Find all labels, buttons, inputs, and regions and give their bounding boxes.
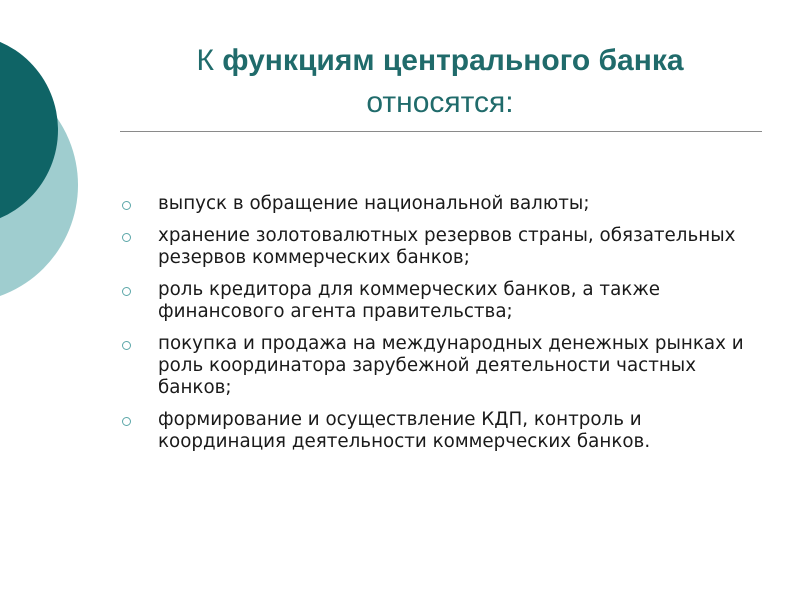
- list-item: [122, 279, 762, 323]
- slide-title-line2: относятся:: [366, 86, 514, 119]
- slide-title-bold: функциям центрального банка: [222, 44, 684, 77]
- list-item: [122, 193, 762, 215]
- bullet-icon: [122, 233, 131, 242]
- list-item-text: роль кредитора для коммерческих банков, а также финансового агента правительства;: [158, 279, 661, 322]
- list-item-text: покупка и продажа на международных денежных рынках и роль координатора зарубежной деятельности частных банков;: [158, 333, 744, 398]
- slide-title: [115, 40, 765, 124]
- list-item: [122, 409, 762, 453]
- bullet-icon: [122, 201, 131, 210]
- bullet-icon: [122, 341, 131, 350]
- list-item-text: хранение золотовалютных резервов страны, обязательных резервов коммерческих банков;: [158, 225, 736, 268]
- title-divider: [120, 131, 762, 132]
- list-item-text: выпуск в обращение национальной валюты;: [158, 193, 590, 214]
- list-item: [122, 333, 762, 399]
- bullet-icon: [122, 287, 131, 296]
- list-item-text: формирование и осуществление КДП, контроль и координация деятельности коммерческих банков.: [158, 409, 651, 452]
- bullet-icon: [122, 417, 131, 426]
- slide-title-prefix: К: [196, 44, 214, 77]
- list-item: [122, 225, 762, 269]
- bullet-list: [122, 193, 762, 463]
